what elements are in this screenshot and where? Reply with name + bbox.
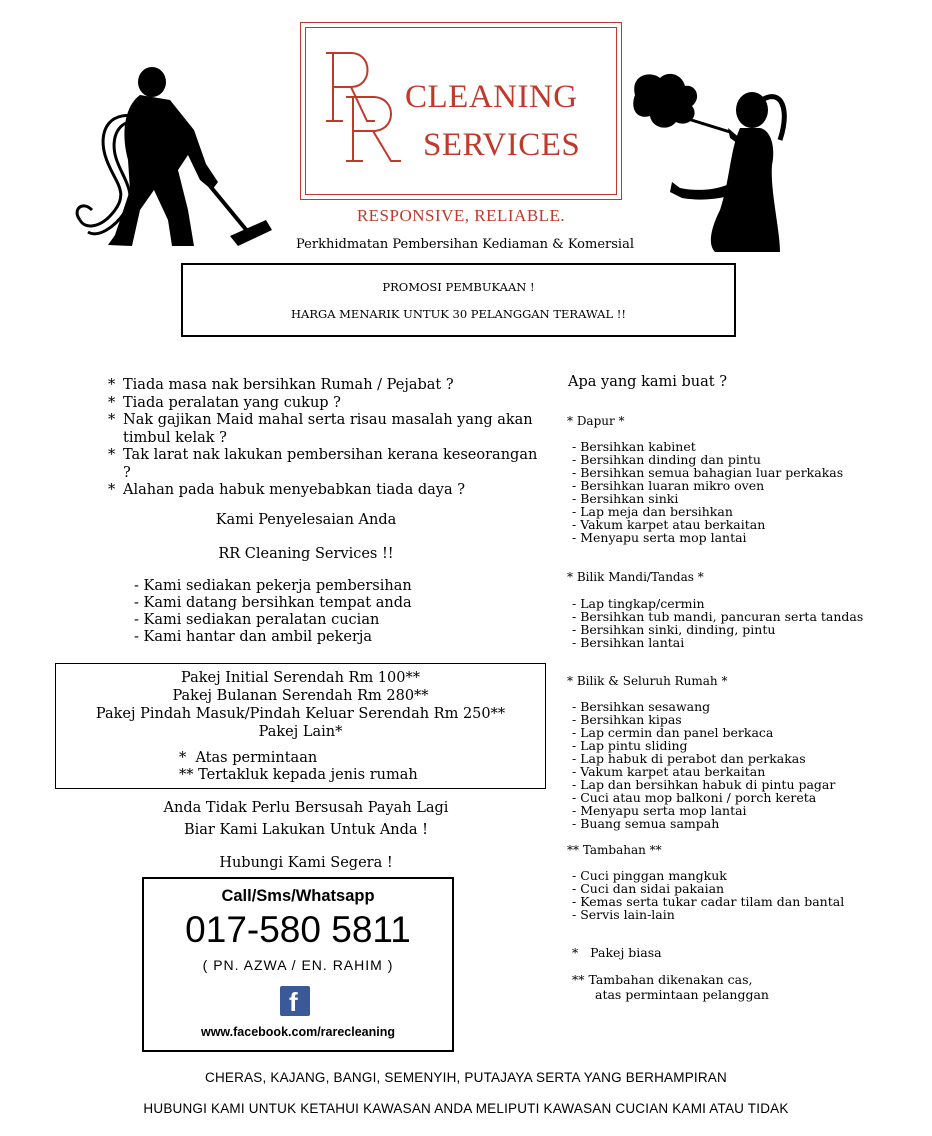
task-list-tambahan [572,869,844,921]
closing-line-2: Biar Kami Lakukan Untuk Anda ! [183,822,429,838]
note-tambahan-line-1: ** Tambahan dikenakan cas, [572,972,753,987]
phone-number[interactable]: 017-580 5811 [185,909,411,950]
list-item: * Tiada masa nak bersihkan Rumah / Pejabat ? [108,377,538,395]
promo-box [181,263,736,337]
list-item: - Bersihkan sinki, dinding, pintu [572,623,863,636]
tagline: RESPONSIVE, RELIABLE. [356,206,566,225]
logo [300,22,622,200]
facebook-link[interactable]: www.facebook.com/rarecleaning [200,1025,396,1039]
list-item: - Bersihkan luaran mikro oven [572,479,843,492]
package-item: Pakej Pindah Masuk/Pindah Keluar Serendah Rm 250** [95,706,506,722]
list-item: - Cuci atau mop balkoni / porch kereta [572,791,835,804]
contact-names: ( PN. AZWA / EN. RAHIM ) [202,957,394,973]
list-item: - Lap habuk di perabot dan perkakas [572,752,835,765]
contact-channels: Call/Sms/Whatsapp [221,887,375,905]
contact-box [142,877,454,1052]
list-item: - Bersihkan tub mandi, pancuran serta tandas [572,610,863,623]
list-item: - Kemas serta tukar cadar tilam dan bantal [572,895,844,908]
list-item: * Tak larat nak lakukan pembersihan kerana keseorangan ? [108,447,538,482]
package-note: ** Tertakluk kepada jenis rumah [179,767,418,783]
section-title-bilik-mandi: * Bilik Mandi/Tandas * [567,570,704,584]
list-item: - Lap tingkap/cermin [572,597,863,610]
promo-line-2: HARGA MENARIK UNTUK 30 PELANGGAN TERAWAL !! [291,307,626,321]
list-item: * Tiada peralatan yang cukup ? [108,395,538,413]
note-tambahan-line-2: atas permintaan pelanggan [595,987,769,1002]
list-item: - Servis lain-lain [572,908,844,921]
list-item: - Vakum karpet atau berkaitan [572,518,843,531]
promo-line-1: PROMOSI PEMBUKAAN ! [382,280,535,294]
logo-line-services: SERVICES [423,127,581,163]
list-item: - Kami sediakan peralatan cucian [134,612,514,629]
list-item: - Bersihkan dinding dan pintu [572,453,843,466]
package-item: Pakej Lain* [258,724,343,740]
logo-line-cleaning: CLEANING [405,79,578,115]
section-title-tambahan: ** Tambahan ** [567,843,662,857]
list-item: - Bersihkan sinki [572,492,843,505]
section-title-bilik-rumah: * Bilik & Seluruh Rumah * [567,674,728,688]
list-item: - Menyapu serta mop lantai [572,804,835,817]
logo-monogram [323,45,413,165]
services-list [134,578,514,646]
contact-now: Hubungi Kami Segera ! [219,855,393,871]
list-item: - Buang semua sampah [572,817,835,830]
brand-line: RR Cleaning Services !! [218,546,394,562]
list-item: - Cuci dan sidai pakaian [572,882,844,895]
list-item: - Bersihkan kipas [572,713,835,726]
facebook-icon[interactable]: f [280,986,310,1016]
package-note: * Atas permintaan [179,750,318,766]
section-title-dapur: * Dapur * [567,414,625,428]
footer-areas: CHERAS, KAJANG, BANGI, SEMENYIH, PUTAJAYA SERTA YANG BERHAMPIRAN [205,1070,727,1085]
list-item: * Alahan pada habuk menyebabkan tiada daya ? [108,482,538,500]
task-list-bilik-rumah [572,700,835,830]
footer-coverage: HUBUNGI KAMI UNTUK KETAHUI KAWASAN ANDA MELIPUTI KAWASAN CUCIAN KAMI ATAU TIDAK [143,1101,789,1116]
list-item: - Bersihkan kabinet [572,440,843,453]
list-item: - Lap cermin dan panel berkaca [572,726,835,739]
list-item: - Bersihkan lantai [572,636,863,649]
packages-box [55,663,546,789]
list-item: - Vakum karpet atau berkaitan [572,765,835,778]
task-list-dapur [572,440,843,544]
list-item: - Lap meja dan bersihkan [572,505,843,518]
what-we-do-title: Apa yang kami buat ? [568,374,727,390]
list-item: - Bersihkan sesawang [572,700,835,713]
list-item: - Lap pintu sliding [572,739,835,752]
subtitle: Perkhidmatan Pembersihan Kediaman & Komersial [296,237,634,252]
task-list-bilik-mandi [572,597,863,649]
list-item: - Kami datang bersihkan tempat anda [134,595,514,612]
list-item: * Nak gajikan Maid mahal serta risau masalah yang akan timbul kelak ? [108,412,538,447]
list-item: - Kami hantar dan ambil pekerja [134,629,514,646]
package-item: Pakej Bulanan Serendah Rm 280** [172,688,429,704]
maid-dusting-illustration [630,70,800,255]
list-item: - Cuci pinggan mangkuk [572,869,844,882]
list-item: - Kami sediakan pekerja pembersihan [134,578,514,595]
list-item: - Menyapu serta mop lantai [572,531,843,544]
list-item: - Bersihkan semua bahagian luar perkakas [572,466,843,479]
package-item: Pakej Initial Serendah Rm 100** [181,670,420,686]
list-item: - Lap dan bersihkan habuk di pintu pagar [572,778,835,791]
pain-points-list [108,377,538,500]
note-pakej-biasa: * Pakej biasa [572,945,662,960]
closing-line-1: Anda Tidak Perlu Bersusah Payah Lagi [163,800,449,816]
man-vacuuming-illustration [70,60,290,255]
solution-title: Kami Penyelesaian Anda [215,512,397,528]
